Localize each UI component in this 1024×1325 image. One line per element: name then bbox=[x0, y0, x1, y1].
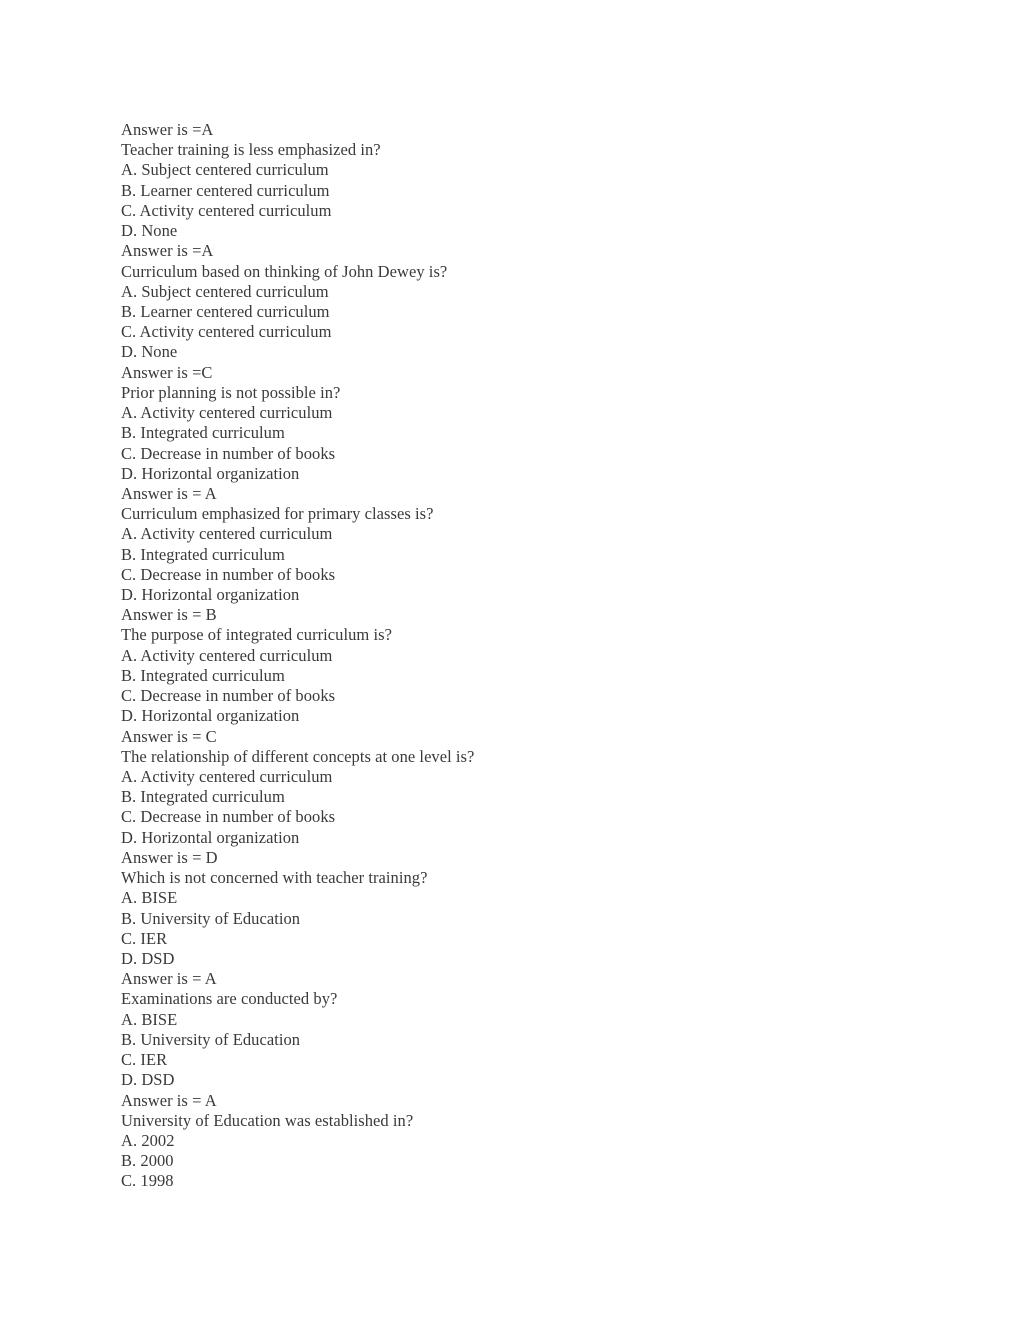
text-line: D. Horizontal organization bbox=[121, 585, 300, 605]
text-line: D. None bbox=[121, 342, 178, 362]
text-line: C. Activity centered curriculum bbox=[121, 200, 332, 220]
text-line: Answer is = B bbox=[121, 605, 217, 625]
text-line: Answer is = C bbox=[121, 726, 217, 746]
text-line: Answer is =A bbox=[121, 120, 214, 139]
text-line: C. 1998 bbox=[121, 1171, 174, 1191]
text-line: Answer is = A bbox=[121, 1090, 217, 1110]
text-line: D. Horizontal organization bbox=[121, 827, 300, 847]
text-line: Answer is =A bbox=[121, 241, 214, 261]
text-line: Which is not concerned with teacher training? bbox=[121, 868, 428, 888]
text-line: B. University of Education bbox=[121, 908, 301, 928]
text-line: University of Education was established in? bbox=[121, 1110, 414, 1130]
text-line: Teacher training is less emphasized in? bbox=[121, 140, 381, 160]
text-line: C. IER bbox=[121, 928, 168, 948]
text-line: D. DSD bbox=[121, 1070, 175, 1090]
text-line: Curriculum emphasized for primary classes is? bbox=[121, 504, 434, 524]
text-line: Answer is = A bbox=[121, 969, 217, 989]
text-line: A. Activity centered curriculum bbox=[121, 524, 333, 544]
text-line: C. Decrease in number of books bbox=[121, 564, 336, 584]
text-line: D. Horizontal organization bbox=[121, 706, 300, 726]
text-line: B. 2000 bbox=[121, 1151, 174, 1171]
text-line: The purpose of integrated curriculum is? bbox=[121, 625, 392, 645]
text-line: B. University of Education bbox=[121, 1029, 301, 1049]
text-line: A. Activity centered curriculum bbox=[121, 767, 333, 786]
text-line: A. Activity centered curriculum bbox=[121, 403, 333, 423]
text-line: A. Subject centered curriculum bbox=[121, 281, 329, 301]
text-line: B. Integrated curriculum bbox=[121, 544, 285, 564]
text-line: The relationship of different concepts at one level is? bbox=[121, 746, 475, 766]
text-line: D. Horizontal organization bbox=[121, 463, 300, 483]
text-line: Answer is =C bbox=[121, 362, 213, 382]
text-line: B. Integrated curriculum bbox=[121, 665, 285, 685]
text-line: C. Decrease in number of books bbox=[121, 443, 336, 463]
text-line: A. Activity centered curriculum bbox=[121, 645, 333, 665]
document-text bbox=[121, 120, 981, 1192]
text-line: Prior planning is not possible in? bbox=[121, 382, 341, 402]
text-line: A. BISE bbox=[121, 1009, 178, 1029]
text-line: D. DSD bbox=[121, 948, 175, 968]
text-line: B. Integrated curriculum bbox=[121, 423, 285, 443]
text-line: B. Integrated curriculum bbox=[121, 787, 285, 807]
text-line: Answer is = D bbox=[121, 847, 218, 867]
text-line: A. Subject centered curriculum bbox=[121, 160, 329, 180]
text-line: Answer is = A bbox=[121, 483, 217, 503]
text-line: A. BISE bbox=[121, 888, 178, 908]
text-line: C. Activity centered curriculum bbox=[121, 322, 332, 342]
text-line: D. None bbox=[121, 221, 178, 241]
text-line: Examinations are conducted by? bbox=[121, 989, 338, 1009]
text-line: C. IER bbox=[121, 1050, 168, 1070]
text-line: A. 2002 bbox=[121, 1130, 175, 1150]
text-line: B. Learner centered curriculum bbox=[121, 301, 330, 321]
text-line: B. Learner centered curriculum bbox=[121, 180, 330, 200]
text-line: C. Decrease in number of books bbox=[121, 807, 336, 827]
text-line: Curriculum based on thinking of John Dewey is? bbox=[121, 261, 448, 281]
text-line: C. Decrease in number of books bbox=[121, 686, 336, 706]
